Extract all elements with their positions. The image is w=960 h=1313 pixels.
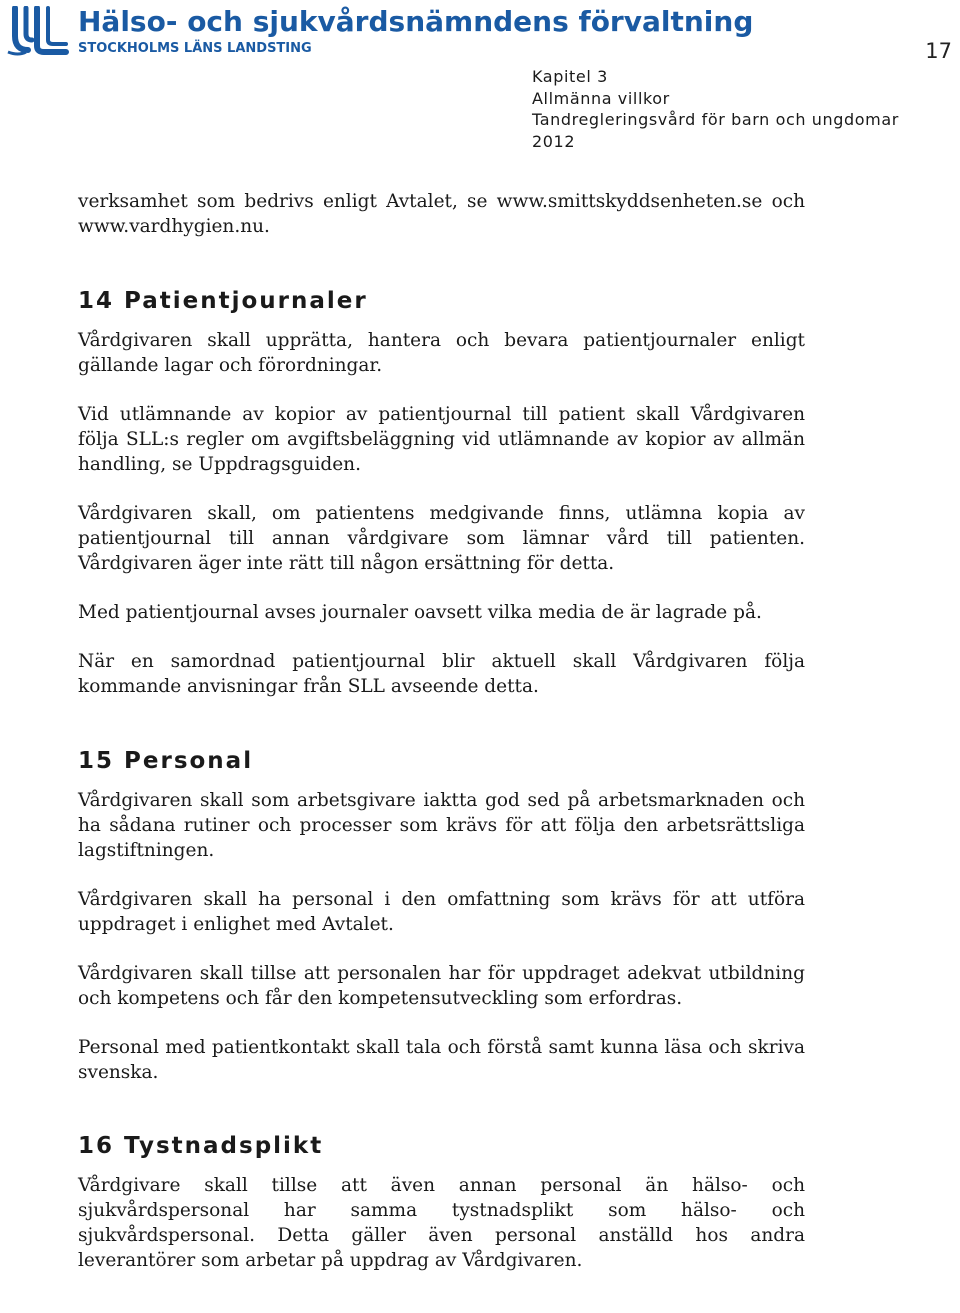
- document-body: [78, 189, 805, 1297]
- paragraph: Vårdgivaren skall upprätta, hantera och bevara patientjournaler enligt gällande lagar och förordningar.: [78, 330, 805, 376]
- paragraph: Vårdgivaren skall som arbetsgivare iaktta god sed på arbetsmarknaden och ha sådana rutiner och processer som krävs för att följa den arbetsrättsliga lagstiftningen.: [78, 790, 805, 861]
- paragraph: Vårdgivaren skall tillse att personalen har för uppdraget adekvat utbildning och kompetens och får den kompetensutveckling som erfordras.: [78, 963, 805, 1009]
- paragraph: Med patientjournal avses journaler oavsett vilka media de är lagrade på.: [78, 602, 762, 623]
- paragraph: Vid utlämnande av kopior av patientjournal till patient skall Vårdgivaren följa SLL:s regler om avgiftsbeläggning vid utlämnande av kopior av allmän handling, se Uppdragsguiden.: [78, 404, 805, 475]
- chapter-label: Kapitel 3: [532, 67, 608, 86]
- section-heading-tystnadsplikt: 16 Tystnadsplikt: [78, 1133, 324, 1159]
- document-title: Allmänna villkor: [532, 88, 670, 108]
- sll-logo-icon: [6, 6, 70, 56]
- document-year: 2012: [532, 131, 576, 151]
- paragraph: Personal med patientkontakt skall tala och förstå samt kunna läsa och skriva svenska.: [78, 1037, 805, 1083]
- organization-title: Hälso- och sjukvårdsnämndens förvaltning: [78, 5, 754, 38]
- document-subject: Tandregleringsvård för barn och ungdomar: [532, 110, 899, 129]
- section-heading-personal: 15 Personal: [78, 748, 254, 774]
- paragraph: Vårdgivare skall tillse att även annan personal än hälso- och sjukvårdspersonal har samma tystnadsplikt som hälso- och sjukvårdspersonal. Detta gäller även personal anställd hos andra leverantörer som arbetar på uppdrag av Vårdgivaren.: [78, 1175, 805, 1271]
- page-number: 17: [925, 39, 952, 63]
- paragraph: När en samordnad patientjournal blir aktuell skall Vårdgivaren följa kommande anvisningar från SLL avseende detta.: [78, 651, 805, 697]
- organization-subtitle: STOCKHOLMS LÄNS LANDSTING: [78, 41, 312, 56]
- document-meta: [532, 66, 899, 152]
- continuation-paragraph: verksamhet som bedrivs enligt Avtalet, se www.smittskyddsenheten.se och www.vardhygien.nu.: [78, 191, 805, 237]
- section-heading-patientjournaler: 14 Patientjournaler: [78, 288, 368, 314]
- paragraph: Vårdgivaren skall, om patientens medgivande finns, utlämna kopia av patientjournal till annan vårdgivare som lämnar vård till patienten. Vårdgivaren äger inte rätt till någon ersättning för detta.: [78, 503, 805, 574]
- paragraph: Vårdgivaren skall ha personal i den omfattning som krävs för att utföra uppdraget i enlighet med Avtalet.: [78, 889, 805, 935]
